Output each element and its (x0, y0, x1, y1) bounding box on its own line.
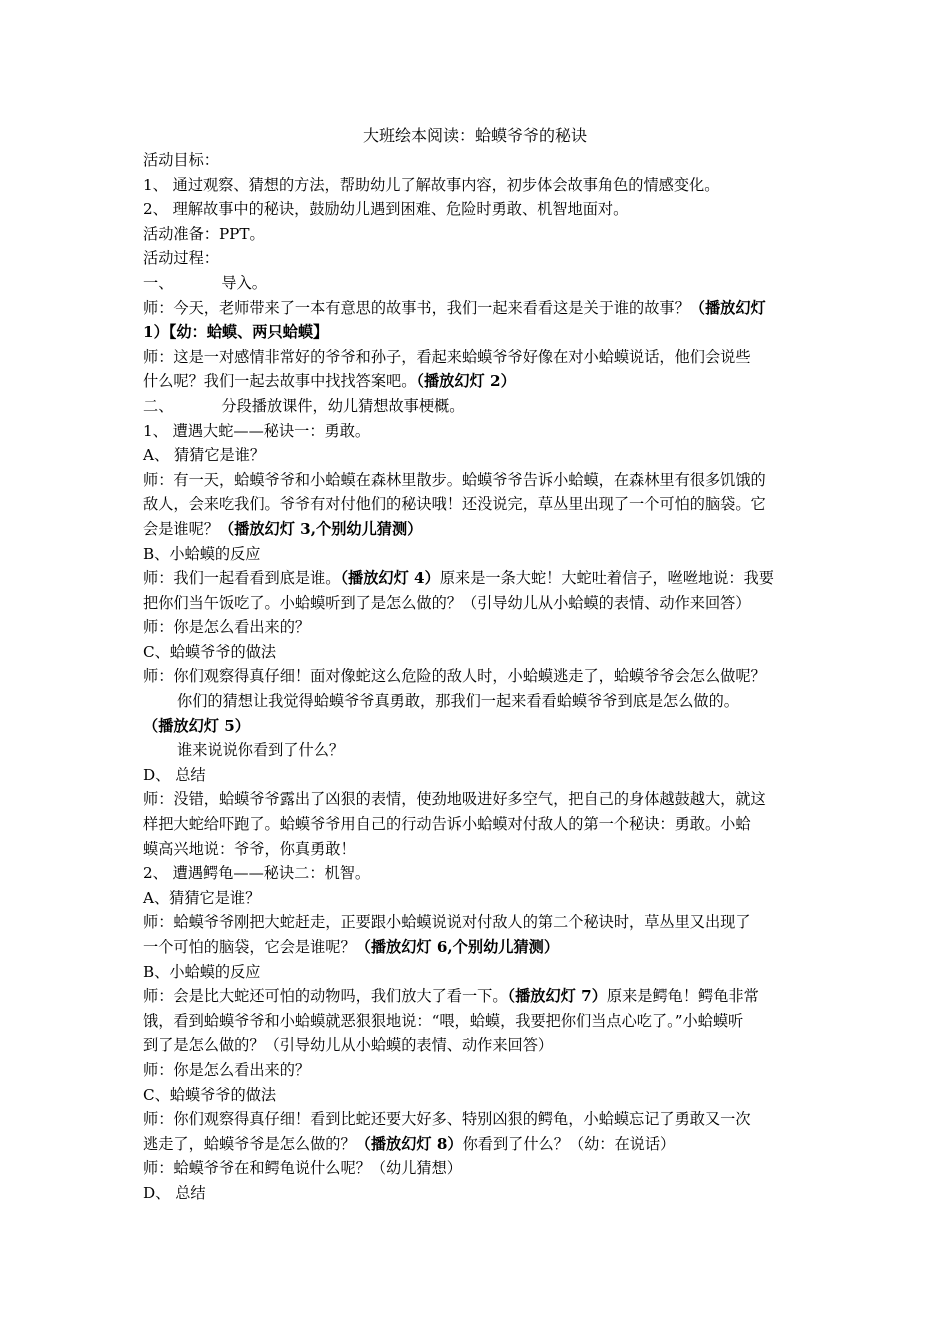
text-line (143, 271, 823, 296)
text-run: 什么呢？我们一起去故事中找找答案吧。 (143, 372, 417, 391)
text-line (143, 419, 823, 444)
text-line (143, 714, 823, 739)
text-line (143, 1083, 823, 1108)
text-run: 样把大蛇给吓跑了。蛤蟆爷爷用自己的行动告诉小蛤蟆对付敌人的第一个秘诀：勇敢。小蛤 (143, 815, 751, 834)
text-line (143, 689, 823, 714)
text-line (143, 1009, 823, 1034)
text-run: 1、 遭遇大蛇——秘诀一：勇敢。 (143, 421, 371, 440)
text-run: 到了是怎么做的？（引导幼儿从小蛤蟆的表情、动作来回答） (143, 1036, 554, 1055)
text-run: 师：这是一对感情非常好的爷爷和孙子，看起来蛤蟆爷爷好像在对小蛤蟆说话，他们会说些 (143, 347, 751, 366)
text-line (143, 615, 823, 640)
text-run: 饿，看到蛤蟆爷爷和小蛤蟆就恶狠狠地说：“喂，蛤蟆，我要把你们当点心吃了。”小蛤蟆听 (143, 1011, 744, 1030)
text-run: 导入。 (221, 273, 267, 292)
text-line (143, 1107, 823, 1132)
text-line (143, 222, 823, 247)
text-line (143, 542, 823, 567)
text-line (143, 492, 823, 517)
text-line (143, 837, 823, 862)
text-line (143, 468, 823, 493)
text-run: 敌人，会来吃我们。爷爷有对付他们的秘诀哦！还没说完，草丛里出现了一个可怕的脑袋。它 (143, 495, 766, 514)
text-line (143, 738, 823, 763)
text-run: 师：没错，蛤蟆爷爷露出了凶狠的表情，使劲地吸进好多空气，把自己的身体越鼓越大，就这 (143, 790, 766, 809)
text-line (143, 1181, 823, 1206)
bold-text: （播放幻灯 8） (355, 1134, 463, 1153)
text-run: 师：会是比大蛇还可怕的动物吗，我们放大了看一下。 (143, 987, 508, 1006)
text-line (143, 886, 823, 911)
text-run: 师：你是怎么看出来的？ (143, 618, 311, 637)
text-line (143, 1058, 823, 1083)
text-line (143, 345, 823, 370)
text-line (143, 1033, 823, 1058)
bold-text: （播放幻灯 6,个别幼儿猜测） (355, 938, 560, 956)
text-run: A、猜猜它是谁？ (143, 888, 261, 907)
text-run: 活动过程： (143, 249, 219, 268)
text-line (143, 197, 823, 222)
text-line (143, 787, 823, 812)
text-run: 师：我们一起看看到底是谁。 (143, 569, 341, 588)
bold-text: （播放幻灯 7） (507, 987, 607, 1006)
bold-text: （播放幻灯 4） (340, 569, 440, 588)
text-run: 把你们当午饭吃了。小蛤蟆听到了是怎么做的？（引导幼儿从小蛤蟆的表情、动作来回答） (143, 593, 751, 612)
bold-text: （播放幻灯 (689, 298, 766, 317)
text-run: 你看到了什么？（幼：在说话） (462, 1134, 676, 1153)
text-run: 2、 遭遇鳄龟——秘诀二：机智。 (143, 864, 371, 883)
text-run: D、 总结 (143, 765, 206, 784)
text-line (143, 664, 823, 689)
text-run: 师：今天，老师带来了一本有意思的故事书，我们一起来看看这是关于谁的故事？ (143, 298, 690, 317)
bold-text: （播放幻灯 2） (416, 372, 516, 391)
text-run: B、小蛤蟆的反应 (143, 544, 261, 563)
text-run: 一、 (143, 273, 174, 292)
text-line (143, 517, 823, 542)
document-body (143, 148, 823, 1206)
text-line (143, 296, 823, 321)
text-line (143, 861, 823, 886)
text-run: 会是谁呢？ (143, 519, 219, 538)
text-line (143, 935, 823, 960)
text-line (143, 591, 823, 616)
text-line (143, 173, 823, 198)
text-line (143, 443, 823, 468)
text-run: 一个可怕的脑袋，它会是谁呢？ (143, 938, 356, 956)
text-run: D、 总结 (143, 1183, 206, 1202)
bold-text: （播放幻灯 5） (143, 716, 250, 735)
text-run: 蟆高兴地说：爷爷，你真勇敢！ (143, 839, 356, 858)
text-run: 师：蛤蟆爷爷刚把大蛇赶走，正要跟小蛤蟆说说对付敌人的第二个秘诀时，草丛里又出现了 (143, 913, 751, 932)
text-run: 师：蛤蟆爷爷在和鳄龟说什么呢？（幼儿猜想） (143, 1159, 462, 1178)
text-run: 活动目标： (143, 151, 219, 169)
text-line (143, 640, 823, 665)
document-title: 大班绘本阅读：蛤蟆爷爷的秘诀 (362, 126, 587, 145)
text-run: C、蛤蟆爷爷的做法 (143, 642, 277, 661)
bold-text: 1）【幼：蛤蟆、两只蛤蟆】 (143, 323, 329, 342)
text-line (143, 984, 823, 1009)
text-line (143, 910, 823, 935)
text-run: 2、 理解故事中的秘诀，鼓励幼儿遇到困难、危险时勇敢、机智地面对。 (143, 200, 629, 219)
text-line (143, 394, 823, 419)
text-line (143, 246, 823, 271)
text-run: 活动准备：PPT。 (143, 224, 265, 243)
text-run: 原来是鳄龟！鳄龟非常 (606, 987, 759, 1006)
text-line (143, 1156, 823, 1181)
text-line (143, 763, 823, 788)
text-run: 原来是一条大蛇！大蛇吐着信子，咝咝地说：我要 (439, 569, 774, 588)
text-line (143, 812, 823, 837)
text-line (143, 320, 823, 345)
text-run: 你们的猜想让我觉得蛤蟆爷爷真勇敢，那我们一起来看看蛤蟆爷爷到底是怎么做的。 (177, 692, 739, 711)
text-run: C、蛤蟆爷爷的做法 (143, 1085, 277, 1104)
text-line (143, 148, 823, 173)
text-run: 师：你是怎么看出来的？ (143, 1060, 311, 1079)
text-run: 师：你们观察得真仔细！面对像蛇这么危险的敌人时，小蛤蟆逃走了，蛤蟆爷爷会怎么做呢？ (143, 667, 766, 686)
text-run: 分段播放课件，幼儿猜想故事梗概。 (221, 396, 465, 415)
text-line (143, 1132, 823, 1157)
text-run: 二、 (143, 396, 174, 415)
text-run: 谁来说说你看到了什么？ (177, 741, 345, 760)
text-run: A、 猜猜它是谁？ (143, 446, 266, 465)
text-line (143, 566, 823, 591)
text-run: B、小蛤蟆的反应 (143, 962, 261, 981)
text-run: 逃走了，蛤蟆爷爷是怎么做的？ (143, 1134, 356, 1153)
text-line (143, 369, 823, 394)
text-line (143, 960, 823, 985)
text-run: 1、 通过观察、猜想的方法，帮助幼儿了解故事内容，初步体会故事角色的情感变化。 (143, 175, 720, 194)
bold-text: （播放幻灯 3,个别幼儿猜测） (218, 519, 423, 538)
text-run: 师：有一天，蛤蟆爷爷和小蛤蟆在森林里散步。蛤蟆爷爷告诉小蛤蟆，在森林里有很多饥饿的 (143, 470, 766, 489)
text-run: 师：你们观察得真仔细！看到比蛇还要大好多、特别凶狠的鳄龟，小蛤蟆忘记了勇敢又一次 (143, 1110, 751, 1129)
